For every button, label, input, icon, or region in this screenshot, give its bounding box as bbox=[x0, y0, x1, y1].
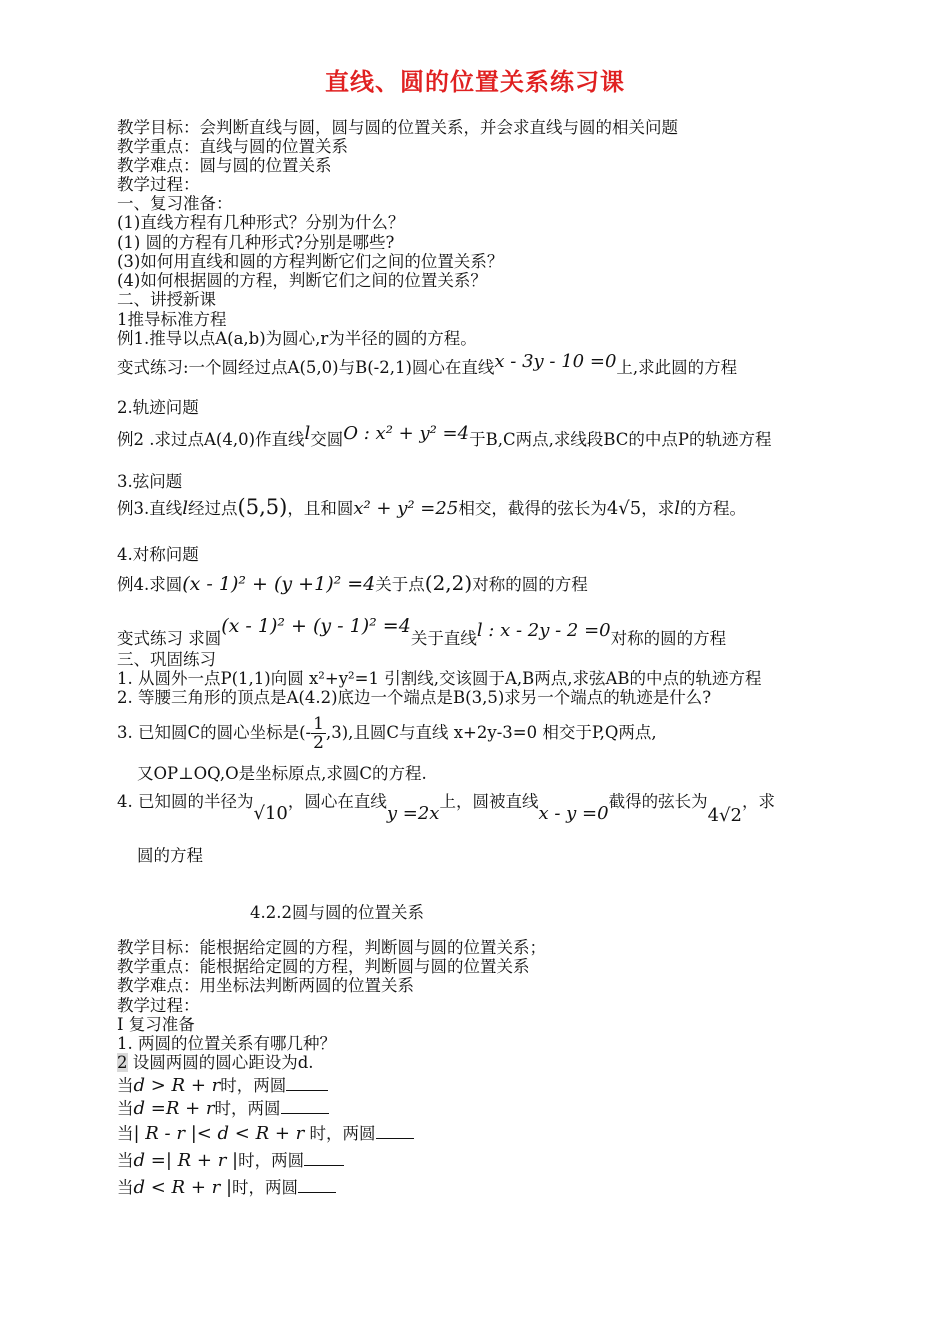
math-point: (5,5) bbox=[237, 495, 288, 519]
exercise-item: 1. 从圆外一点P(1,1)向圆 x²+y²=1 引割线,交该圆于A,B两点,求弦AB的中点的轨迹方程 bbox=[117, 669, 762, 688]
answer-blank[interactable] bbox=[286, 1076, 328, 1091]
math-equation: O : x² + y² =4 bbox=[343, 423, 470, 444]
text: 4. 已知圆的半径为 bbox=[117, 792, 254, 811]
text: 时，两圆 bbox=[304, 1124, 376, 1143]
section-heading: 2.轨迹问题 bbox=[117, 398, 199, 417]
text: 的方程。 bbox=[679, 499, 746, 518]
text: 时，两圆 bbox=[232, 1178, 299, 1197]
text: 设圆两圆的圆心距设为d. bbox=[127, 1053, 314, 1072]
text-line bbox=[117, 423, 772, 450]
text: 当 bbox=[117, 1151, 134, 1170]
text: 关于直线 bbox=[410, 629, 477, 648]
math-value: √10 bbox=[253, 803, 288, 824]
text: 例2 .求过点A(4,0)作直线 bbox=[117, 430, 305, 449]
math-condition: d =R + r bbox=[133, 1098, 215, 1119]
text-line: 教学难点：圆与圆的位置关系 bbox=[117, 156, 332, 175]
text: 当 bbox=[117, 1099, 134, 1118]
condition-line bbox=[117, 1099, 329, 1119]
exercise-item: 2. 等腰三角形的顶点是A(4.2)底边一个端点是B(3,5)求另一个端点的轨迹是什么? bbox=[117, 688, 712, 707]
fraction-numerator: 1 bbox=[313, 714, 324, 734]
text-line: 1推导标准方程 bbox=[117, 310, 227, 329]
text: 相交，截得的弦长为 bbox=[458, 499, 607, 518]
answer-blank[interactable] bbox=[304, 1151, 344, 1166]
text-line: (1)直线方程有几种形式？分别为什么？ bbox=[117, 213, 405, 232]
text-line: (3)如何用直线和圆的方程判断它们之间的位置关系？ bbox=[117, 252, 504, 271]
text-line bbox=[117, 573, 588, 595]
text-line bbox=[117, 615, 727, 649]
text: 时，两圆 bbox=[214, 1099, 281, 1118]
section-heading: 三、巩固练习 bbox=[117, 650, 216, 669]
text: 变式练习 求圆 bbox=[117, 629, 222, 648]
text: ，圆心在直线 bbox=[287, 792, 387, 811]
text-line: 圆的方程 bbox=[137, 846, 203, 865]
math-value: 4√2 bbox=[707, 805, 742, 826]
text-line: I 复习准备 bbox=[117, 1015, 195, 1034]
text: ，求 bbox=[741, 792, 775, 811]
text: 当 bbox=[117, 1178, 134, 1197]
condition-line bbox=[117, 1076, 328, 1096]
text-line: 教学过程： bbox=[117, 996, 200, 1015]
text-line: 教学目标：能根据给定圆的方程，判断圆与圆的位置关系； bbox=[117, 938, 546, 957]
page-title: 直线、圆的位置关系练习课 bbox=[325, 68, 625, 96]
text: 上，圆被直线 bbox=[439, 792, 539, 811]
text-line bbox=[117, 497, 746, 519]
condition-line bbox=[117, 1151, 344, 1171]
math-fraction bbox=[311, 715, 326, 752]
text-line: 教学难点：用坐标法判断两圆的位置关系 bbox=[117, 976, 414, 995]
math-condition: | R - r |< d < R + r bbox=[133, 1123, 305, 1144]
text: 关于点 bbox=[375, 575, 425, 594]
text-line: 教学重点：能根据给定圆的方程，判断圆与圆的位置关系 bbox=[117, 957, 530, 976]
text-line: 二、讲授新课 bbox=[117, 290, 216, 309]
text-line: 1. 两圆的位置关系有哪几种？ bbox=[117, 1034, 336, 1053]
math-value: 4√5 bbox=[606, 498, 642, 519]
text: 截得的弦长为 bbox=[608, 792, 708, 811]
text-line bbox=[117, 351, 738, 378]
text-line: 又OP⊥OQ,O是坐标原点,求圆C的方程. bbox=[137, 764, 427, 783]
text-line: 例1.推导以点A(a,b)为圆心,r为半径的圆的方程。 bbox=[117, 329, 477, 348]
math-equation: x - 3y - 10 =0 bbox=[494, 351, 617, 372]
answer-blank[interactable] bbox=[298, 1178, 336, 1193]
text: 当 bbox=[117, 1124, 134, 1143]
section-title: 4.2.2圆与圆的位置关系 bbox=[250, 903, 424, 922]
text: 于B,C两点,求线段BC的中点P的轨迹方程 bbox=[469, 430, 772, 449]
text-line: 教学重点：直线与圆的位置关系 bbox=[117, 137, 348, 156]
highlighted-number: 2 bbox=[117, 1053, 128, 1072]
math-equation: x - y =0 bbox=[538, 803, 609, 824]
section-heading: 4.对称问题 bbox=[117, 545, 199, 564]
text: 例3.直线 bbox=[117, 499, 183, 518]
text: 3. 已知圆C的圆心坐标是(- bbox=[117, 723, 312, 742]
text-line: 一、复习准备： bbox=[117, 194, 233, 213]
exercise-item bbox=[117, 792, 775, 826]
math-equation: (x - 1)² + (y - 1)² =4 bbox=[221, 615, 411, 637]
text: 时，两圆 bbox=[220, 1076, 287, 1095]
text-line bbox=[117, 1053, 314, 1073]
math-condition: d > R + r bbox=[133, 1075, 221, 1096]
math-condition: d < R + r | bbox=[133, 1177, 233, 1198]
math-symbol: l bbox=[674, 498, 680, 519]
condition-line bbox=[117, 1178, 336, 1198]
math-condition: d =| R + r | bbox=[133, 1150, 239, 1171]
text: 例4.求圆 bbox=[117, 575, 183, 594]
text: 对称的圆的方程 bbox=[472, 575, 588, 594]
answer-blank[interactable] bbox=[376, 1124, 414, 1139]
text-line: (1) 圆的方程有几种形式?分别是哪些? bbox=[117, 233, 395, 252]
text: ,3),且圆C与直线 x+2y-3=0 相交于P,Q两点, bbox=[325, 723, 657, 742]
fraction-denominator: 2 bbox=[313, 733, 324, 753]
text: ，求 bbox=[641, 499, 675, 518]
math-point: (2,2) bbox=[424, 571, 473, 595]
math-equation: y =2x bbox=[386, 803, 440, 824]
text: ，且和圆 bbox=[287, 499, 354, 518]
text-line: 教学过程： bbox=[117, 175, 200, 194]
answer-blank[interactable] bbox=[281, 1099, 329, 1114]
text-line: (4)如何根据圆的方程，判断它们之间的位置关系？ bbox=[117, 271, 487, 290]
math-symbol: l bbox=[182, 498, 189, 519]
condition-line bbox=[117, 1124, 414, 1144]
text: 当 bbox=[117, 1076, 134, 1095]
text: 时，两圆 bbox=[238, 1151, 305, 1170]
section-heading: 3.弦问题 bbox=[117, 472, 183, 491]
text-line: 教学目标：会判断直线与圆，圆与圆的位置关系，并会求直线与圆的相关问题 bbox=[117, 118, 678, 137]
text: 经过点 bbox=[188, 499, 238, 518]
text: 对称的圆的方程 bbox=[610, 629, 727, 648]
text: 交圆 bbox=[310, 430, 344, 449]
math-equation: (x - 1)² + (y +1)² =4 bbox=[182, 573, 376, 595]
math-symbol: l bbox=[304, 423, 311, 444]
text: 变式练习:一个圆经过点A(5,0)与B(-2,1)圆心在直线 bbox=[117, 358, 495, 377]
math-equation: l : x - 2y - 2 =0 bbox=[476, 620, 611, 641]
text: 上,求此圆的方程 bbox=[616, 358, 738, 377]
math-equation: x² + y² =25 bbox=[353, 498, 459, 519]
exercise-item bbox=[117, 715, 657, 752]
